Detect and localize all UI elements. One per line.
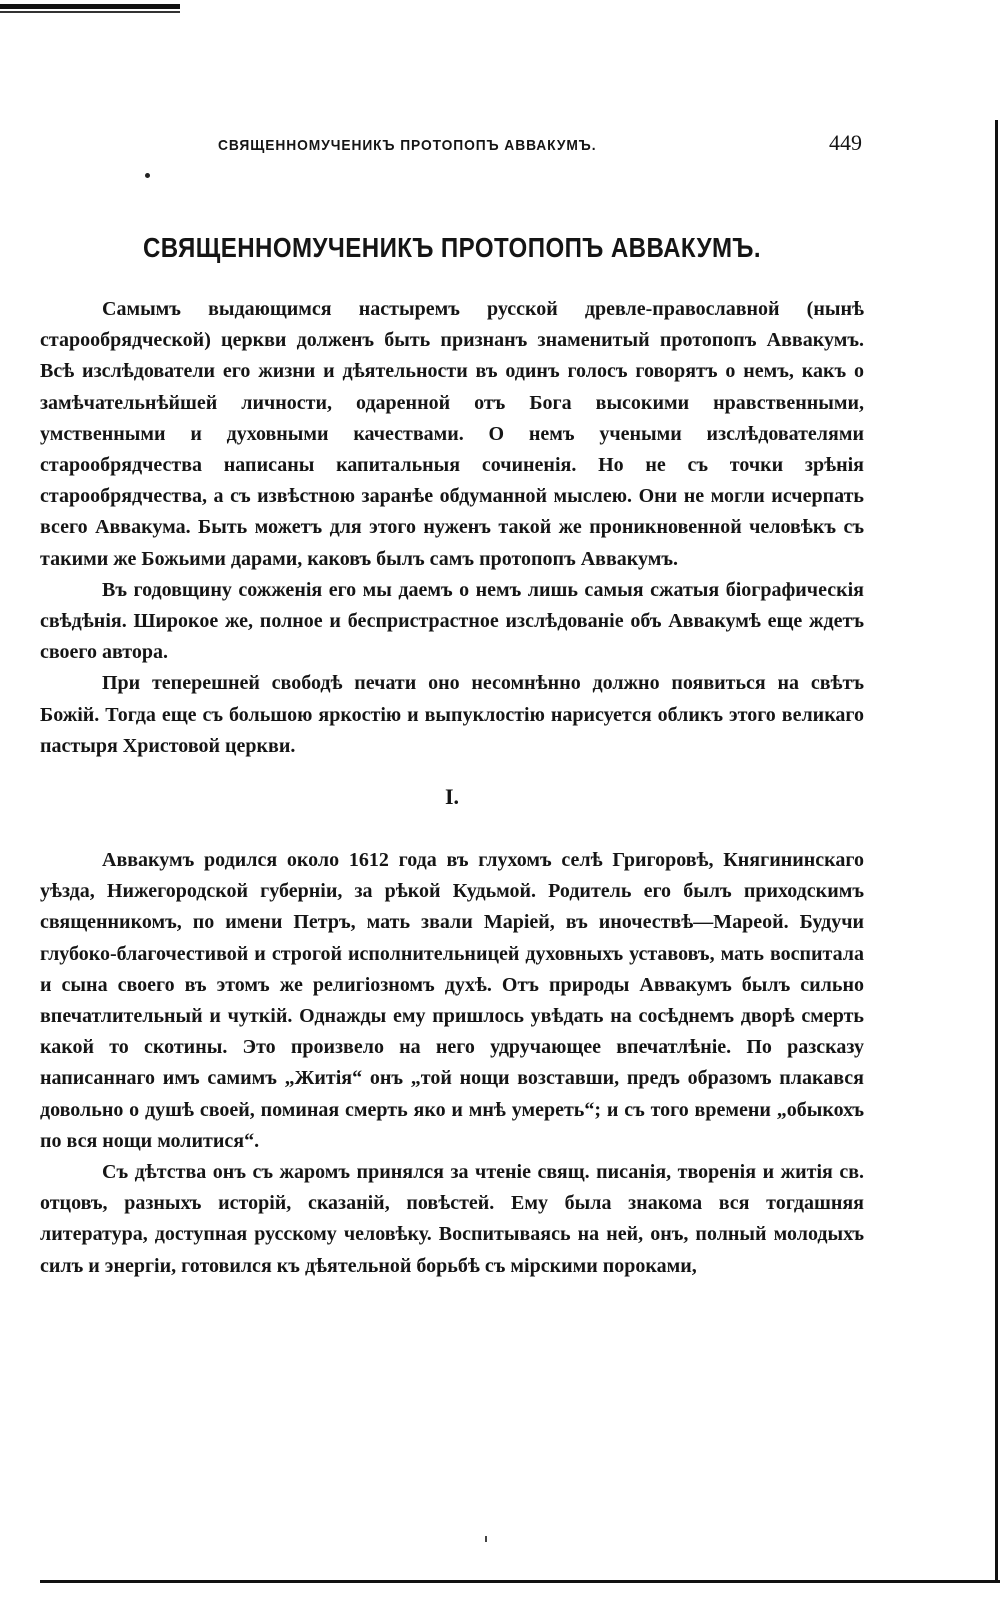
top-left-rule: [0, 4, 180, 9]
section-paragraph-2: Съ дѣтства онъ съ жаромъ принялся за чтеніе свящ. писанія, творенія и житія св. отцовъ, разныхъ исторій, сказаній, повѣстей. Ему была знакома вся тогдашняя литература, доступная русскому человѣку. Воспитываясь на ней, онъ, полный молодыхъ силъ и энергіи, готовился къ дѣятельной борьбѣ съ мірскими пороками,: [40, 1161, 864, 1277]
section-paragraph-1: Аввакумъ родился около 1612 года въ глухомъ селѣ Григоровѣ, Княгининскаго уѣзда, Нижегородской губерніи, за рѣкой Кудьмой. Родитель его былъ приходскимъ священникомъ, по имени Петръ, мать звали Маріей, въ иночествѣ—Мареой. Будучи глубоко-благочестивой и строгой исполнительницей духовныхъ уставовъ, мать воспитала и сына своего въ этомъ же религіозномъ духѣ. Отъ природы Аввакумъ былъ сильно впечатлительный и чуткій. Однажды ему пришлось увѣдать на сосѣднемъ дворѣ смерть какой то скотины. Это произвело на него удручающее впечатлѣніе. По разсказу написаннаго имъ самимъ „Житія“ онъ „той нощи возставши, предъ образомъ плакався довольно о душѣ своей, поминая смерть яко и мнѣ умереть“; и съ того времени „обыкохъ по вся нощи молитися“.: [40, 849, 864, 1152]
article-title: СВЯЩЕННОМУЧЕНИКЪ ПРОТОПОПЪ АВВАКУМЪ.: [142, 232, 762, 263]
top-left-rule-thin: [0, 11, 180, 13]
print-tick-mark: [485, 1536, 487, 1542]
running-title: СВЯЩЕННОМУЧЕНИКЪ ПРОТОПОПЪ АВВАКУМЪ.: [218, 137, 597, 154]
running-header: [40, 130, 864, 164]
right-edge-rule: [995, 120, 998, 1583]
document-page: [40, 130, 864, 1282]
intro-paragraph-3: При теперешней свободѣ печати оно несомнѣнно должно появиться на свѣтъ Божій. Тогда еще съ большою яркостію и выпуклостію нарисуется обликъ этого великаго пастыря Христовой церкви.: [40, 672, 864, 757]
section-numeral: I.: [444, 784, 460, 810]
intro-paragraph-1: Самымъ выдающимся настыремъ русской древле-православной (нынѣ старообрядческой) церкви долженъ быть признанъ знаменитый протопопъ Аввакумъ. Всѣ изслѣдователи его жизни и дѣятельности въ одинъ голосъ говорятъ о немъ, какъ о замѣчательнѣйшей личности, одаренной отъ Бога высокими нравственными, умственными и духовными качествами. О немъ учеными изслѣдователями старообрядчества написаны капитальныя сочиненія. Но не съ точки зрѣнія старообрядчества, а съ извѣстною заранѣе обдуманной мыслею. Они не могли исчерпать всего Аввакума. Быть можетъ для этого нуженъ такой же проникновенной человѣкъ съ такими же Божьими дарами, каковъ былъ самъ протопопъ Аввакумъ.: [40, 298, 864, 570]
page-number: 449: [829, 130, 862, 155]
bottom-rule: [40, 1580, 1000, 1583]
intro-paragraph-2: Въ годовщину сожженія его мы даемъ о немъ лишь самыя сжатыя біографическія свѣдѣнія. Широкое же, полное и беспристрастное изслѣдованіе объ Аввакумѣ еще ждетъ своего автора.: [40, 578, 864, 664]
